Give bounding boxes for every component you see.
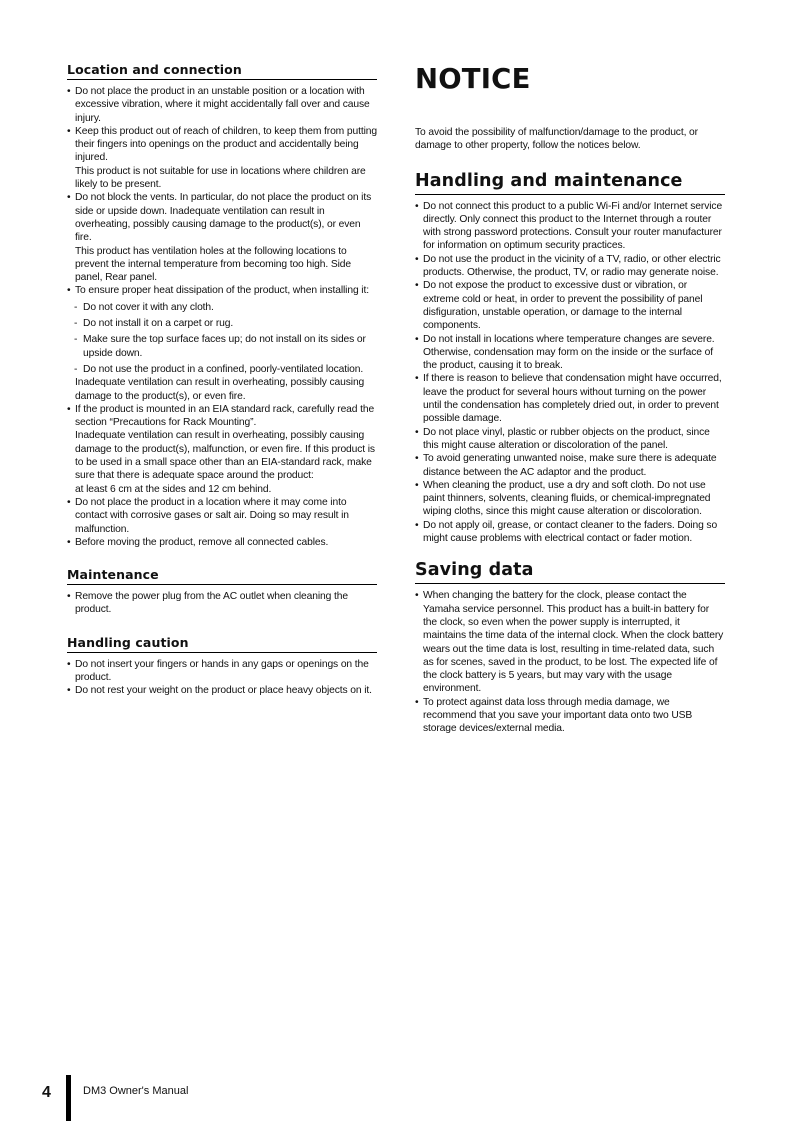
list-paragraph: Inadequate ventilation can result in overheating, possibly causing damage to the product(s), or even fire.	[75, 377, 365, 402]
sub-list-item: - Do not install it on a carpet or rug.	[67, 317, 377, 330]
list-item: • Before moving the product, remove all connected cables.	[67, 536, 377, 549]
section-location-connection	[67, 62, 377, 549]
section-heading: Maintenance	[67, 567, 377, 585]
section-handling-caution	[67, 635, 377, 698]
list-item: • Do not expose the product to excessive dust or vibration, or extreme cold or heat, in order to prevent the possibility of panel disfiguration, unstable operation, or damage to the internal components.	[415, 279, 725, 332]
notice-title: NOTICE	[415, 63, 531, 95]
list-item: • Do not rest your weight on the product or place heavy objects on it.	[67, 684, 377, 697]
section-heading: Handling caution	[67, 635, 377, 653]
list-item: • Do not apply oil, grease, or contact cleaner to the faders. Doing so might cause problems with electrical contact or fader motion.	[415, 519, 725, 546]
section-handling-maintenance	[415, 171, 725, 546]
bullet-list	[415, 589, 725, 735]
section-heading: Location and connection	[67, 62, 377, 80]
list-item: • Do not install in locations where temperature changes are severe. Otherwise, condensation may form on the inside or the surface of the product, causing it to break.	[415, 333, 725, 373]
list-item: • Do not place vinyl, plastic or rubber objects on the product, since this might cause alteration or discoloration of the panel.	[415, 426, 725, 453]
sub-list-item: - Do not cover it with any cloth.	[67, 301, 377, 314]
list-item: • Do not place the product in a location where it may come into contact with corrosive gases or salt air. Doing so may result in malfunction.	[67, 496, 377, 536]
list-paragraph: This product has ventilation holes at the following locations to prevent the internal temperature from becoming too high. Side panel, Rear panel.	[75, 245, 352, 284]
sub-list-item: - Do not use the product in a confined, poorly-ventilated location.	[67, 363, 377, 376]
list-item: • Keep this product out of reach of children, to keep them from putting their fingers into openings on the product and accidentally being injured.	[67, 125, 377, 165]
section-maintenance	[67, 567, 377, 617]
section-heading: Handling and maintenance	[415, 171, 725, 195]
list-item: • To avoid generating unwanted noise, make sure there is adequate distance between the AC adaptor and the product.	[415, 452, 725, 479]
bullet-list	[67, 658, 377, 698]
list-item: • If the product is mounted in an EIA standard rack, carefully read the section “Precautions for Rack Mounting”.	[67, 403, 377, 430]
list-item: • Do not connect this product to a public Wi-Fi and/or Internet service directly. Only connect this product to the Internet through a router with strong password protections. Consult your router manufacturer for information on optimum security practices.	[415, 200, 725, 253]
bullet-list	[415, 200, 725, 546]
section-saving-data	[415, 560, 725, 735]
list-item: • Do not place the product in an unstable position or a location with excessive vibration, where it might accidentally fall over and cause injury.	[67, 85, 377, 125]
list-item: • If there is reason to believe that condensation might have occurred, leave the product for several hours without turning on the power until the condensation has completely dried out, in order to prevent possible damage.	[415, 372, 725, 425]
sub-list-item: - Make sure the top surface faces up; do not install on its sides or upside down.	[67, 333, 377, 360]
manual-title: DM3 Owner's Manual	[83, 1085, 189, 1097]
list-item: • To ensure proper heat dissipation of the product, when installing it:	[67, 284, 377, 297]
list-item: • When cleaning the product, use a dry and soft cloth. Do not use paint thinners, solvents, cleaning fluids, or chemical-impregnated wiping cloths, since this might cause alteration or discoloration.	[415, 479, 725, 519]
notice-intro: To avoid the possibility of malfunction/damage to the product, or damage to other property, follow the notices below.	[415, 127, 698, 152]
right-column	[415, 62, 725, 736]
list-item: • Do not block the vents. In particular, do not place the product on its side or upside down. Inadequate ventilation can result in overheating, possibly causing damage to the product(s), or even fire.	[67, 191, 377, 244]
list-item: • Remove the power plug from the AC outlet when cleaning the product.	[67, 590, 377, 617]
section-heading: Saving data	[415, 560, 725, 584]
list-item: • Do not use the product in the vicinity of a TV, radio, or other electric products. Otherwise, the product, TV, or radio may generate noise.	[415, 253, 725, 280]
bullet-list	[67, 590, 377, 617]
footer-divider	[66, 1075, 71, 1121]
list-item: • To protect against data loss through media damage, we recommend that you save your important data onto two USB storage devices/external media.	[415, 696, 725, 736]
list-paragraph: at least 6 cm at the sides and 12 cm behind.	[75, 483, 272, 495]
bullet-list	[67, 85, 377, 549]
list-paragraph: This product is not suitable for use in locations where children are likely to be present.	[75, 165, 366, 191]
left-column	[67, 62, 377, 698]
list-item: • When changing the battery for the clock, please contact the Yamaha service personnel. This product has a built-in battery for the clock, so even when the power supply is interrupted, it maintains the time data of the internal clock. When the clock battery wears out the time data is lost, resulting in time-related data, such as for scenes, saved in the product, to be lost. The expected life of the clock battery is 5 years, but may vary with the usage environment.	[415, 589, 725, 695]
list-item: • Do not insert your fingers or hands in any gaps or openings on the product.	[67, 658, 377, 685]
list-paragraph: Inadequate ventilation can result in overheating, possibly causing damage to the product(s), malfunction, or even fire. If this product is to be used in a small space other than an EIA-standard rack, make sure that there is adequate space around the product:	[75, 430, 375, 482]
page-number: 4	[42, 1084, 51, 1101]
